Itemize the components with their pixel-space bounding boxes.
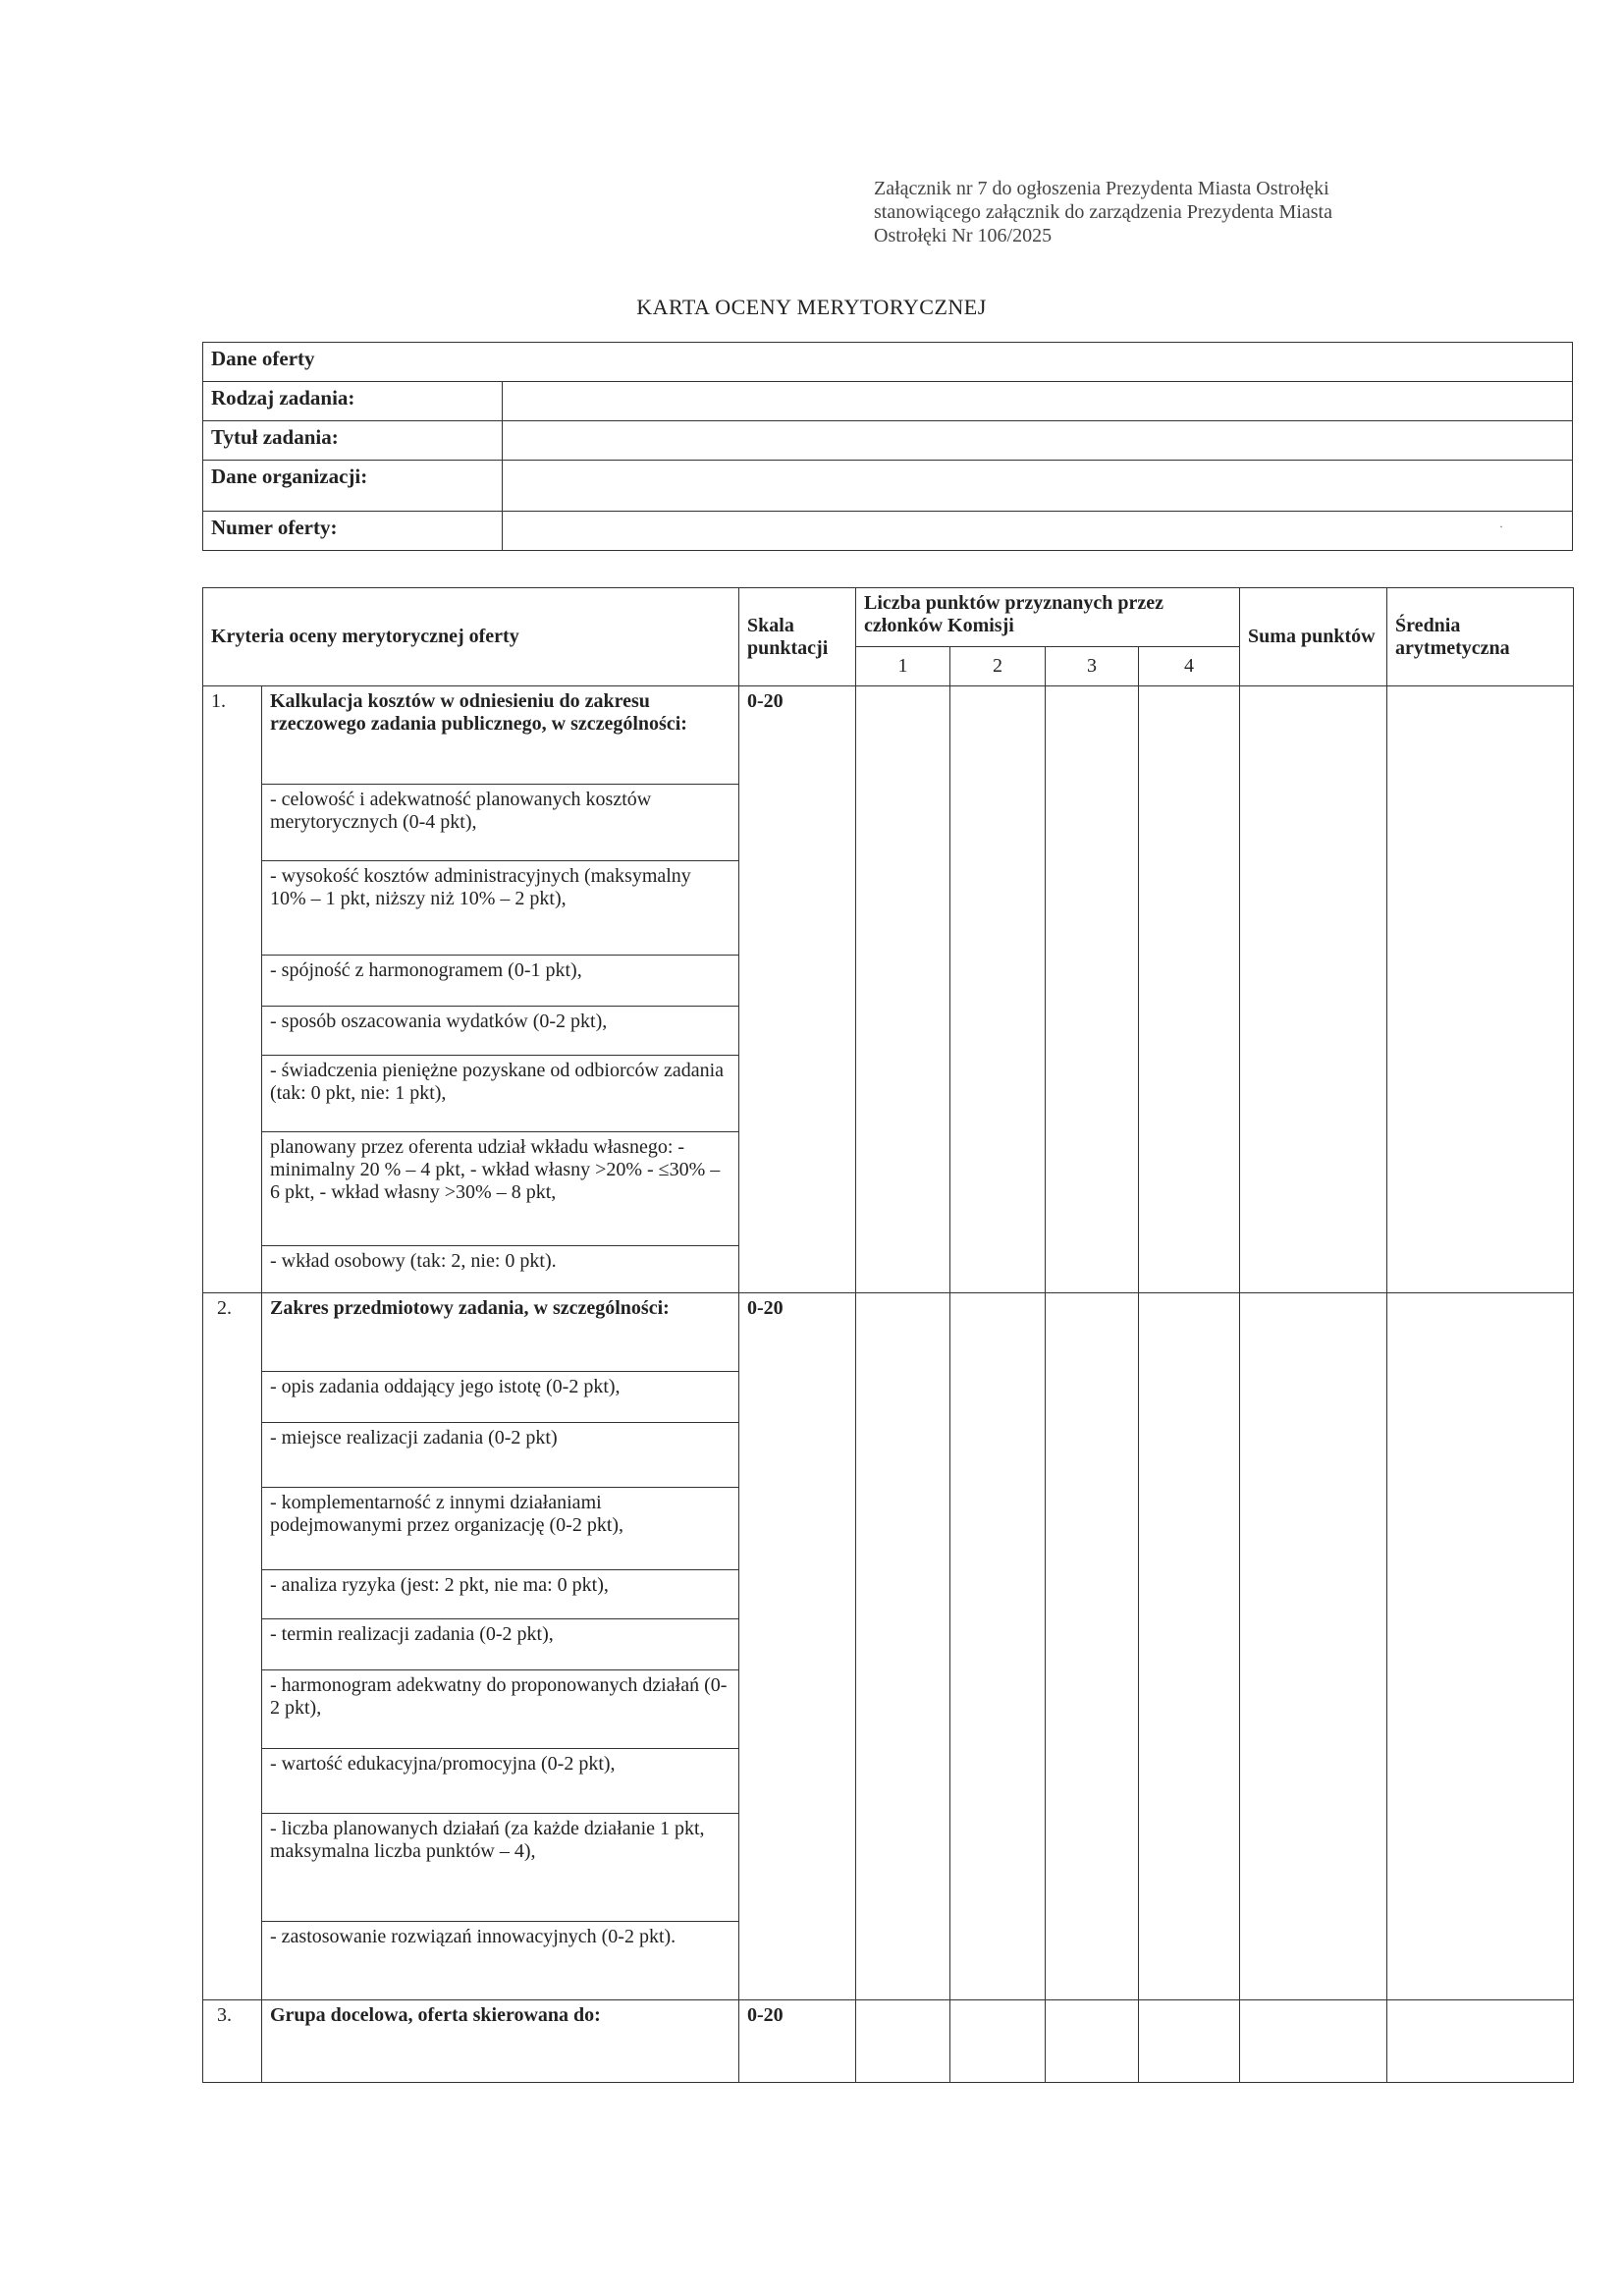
criterion-item: - celowość i adekwatność planowanych kosztów merytorycznych (0-4 pkt),: [262, 785, 739, 861]
criterion-item: - harmonogram adekwatny do proponowanych działań (0-2 pkt),: [262, 1670, 739, 1749]
section-number: 1.: [203, 686, 262, 1293]
criterion-item: - sposób oszacowania wydatków (0-2 pkt),: [262, 1007, 739, 1056]
criterion-item: - świadczenia pieniężne pozyskane od odbiorców zadania (tak: 0 pkt, nie: 1 pkt),: [262, 1056, 739, 1132]
score-cell[interactable]: [950, 1293, 1046, 2000]
criterion-item: - wysokość kosztów administracyjnych (maksymalny 10% – 1 pkt, niższy niż 10% – 2 pkt),: [262, 861, 739, 956]
document-title: KARTA OCENY MERYTORYCZNEJ: [636, 295, 987, 319]
sum-cell[interactable]: [1240, 2000, 1387, 2083]
offer-label-task-title: Tytuł zadania:: [203, 421, 503, 461]
score-cell[interactable]: [1139, 2000, 1240, 2083]
criterion-item: - miejsce realizacji zadania (0-2 pkt): [262, 1423, 739, 1488]
sum-cell[interactable]: [1240, 1293, 1387, 2000]
average-cell[interactable]: [1387, 2000, 1574, 2083]
criteria-table: [202, 587, 1574, 2083]
score-cell[interactable]: [856, 686, 950, 1293]
criterion-item: - liczba planowanych działań (za każde działanie 1 pkt, maksymalna liczba punktów – 4),: [262, 1814, 739, 1922]
offer-value-task-title[interactable]: [503, 421, 1573, 461]
score-cell[interactable]: [950, 686, 1046, 1293]
score-cell[interactable]: [1046, 686, 1139, 1293]
criterion-item: - zastosowanie rozwiązań innowacyjnych (0-2 pkt).: [262, 1922, 739, 2000]
section-scale: 0-20: [739, 2000, 856, 2083]
offer-data-table: [202, 342, 1573, 551]
header-average: Średnia arytmetyczna: [1387, 588, 1574, 686]
section-scale: 0-20: [739, 686, 856, 1293]
header-committee-points: Liczba punktów przyznanych przez członków Komisji: [856, 588, 1240, 647]
criterion-item: - wartość edukacyjna/promocyjna (0-2 pkt),: [262, 1749, 739, 1814]
criterion-item: - wkład osobowy (tak: 2, nie: 0 pkt).: [262, 1246, 739, 1293]
section-scale: 0-20: [739, 1293, 856, 2000]
score-cell[interactable]: [950, 2000, 1046, 2083]
header-criteria: Kryteria oceny merytorycznej oferty: [203, 588, 739, 686]
score-cell[interactable]: [856, 2000, 950, 2083]
score-cell[interactable]: [1139, 686, 1240, 1293]
average-cell[interactable]: [1387, 686, 1574, 1293]
criterion-item: - analiza ryzyka (jest: 2 pkt, nie ma: 0 pkt),: [262, 1570, 739, 1619]
criterion-item: - komplementarność z innymi działaniami podejmowanymi przez organizację (0-2 pkt),: [262, 1488, 739, 1570]
section-title: Zakres przedmiotowy zadania, w szczególności:: [262, 1293, 739, 1372]
attachment-note-line-2: stanowiącego załącznik do zarządzenia Prezydenta Miasta: [874, 201, 1332, 223]
score-cell[interactable]: [1139, 1293, 1240, 2000]
section-title: Grupa docelowa, oferta skierowana do:: [262, 2000, 739, 2083]
sum-cell[interactable]: [1240, 686, 1387, 1293]
header-member-1: 1: [856, 647, 950, 686]
offer-value-task-type[interactable]: [503, 382, 1573, 421]
criterion-item: planowany przez oferenta udział wkładu własnego: - minimalny 20 % – 4 pkt, - wkład własny >20% - ≤30% – 6 pkt, - wkład własny >30% – 8 pkt,: [262, 1132, 739, 1246]
criterion-item: - spójność z harmonogramem (0-1 pkt),: [262, 956, 739, 1007]
offer-label-task-type: Rodzaj zadania:: [203, 382, 503, 421]
attachment-note-line-3: Ostrołęki Nr 106/2025: [874, 225, 1053, 246]
score-cell[interactable]: [856, 1293, 950, 2000]
header-member-4: 4: [1139, 647, 1240, 686]
offer-heading: Dane oferty: [203, 343, 1573, 382]
header-sum: Suma punktów: [1240, 588, 1387, 686]
score-cell[interactable]: [1046, 1293, 1139, 2000]
offer-value-organization[interactable]: [503, 461, 1573, 512]
average-cell[interactable]: [1387, 1293, 1574, 2000]
scan-mark: ·: [1499, 519, 1503, 533]
attachment-note-line-1: Załącznik nr 7 do ogłoszenia Prezydenta Miasta Ostrołęki: [874, 178, 1329, 199]
header-member-3: 3: [1046, 647, 1139, 686]
header-member-2: 2: [950, 647, 1046, 686]
offer-value-offer-number[interactable]: [503, 512, 1573, 551]
section-number: 2.: [203, 1293, 262, 2000]
attachment-note: [874, 177, 1441, 247]
section-number: 3.: [203, 2000, 262, 2083]
section-title: Kalkulacja kosztów w odniesieniu do zakresu rzeczowego zadania publicznego, w szczególności:: [262, 686, 739, 785]
offer-label-offer-number: Numer oferty:: [203, 512, 503, 551]
offer-label-organization: Dane organizacji:: [203, 461, 503, 512]
header-scale: Skala punktacji: [739, 588, 856, 686]
criterion-item: - opis zadania oddający jego istotę (0-2 pkt),: [262, 1372, 739, 1423]
score-cell[interactable]: [1046, 2000, 1139, 2083]
criterion-item: - termin realizacji zadania (0-2 pkt),: [262, 1619, 739, 1670]
